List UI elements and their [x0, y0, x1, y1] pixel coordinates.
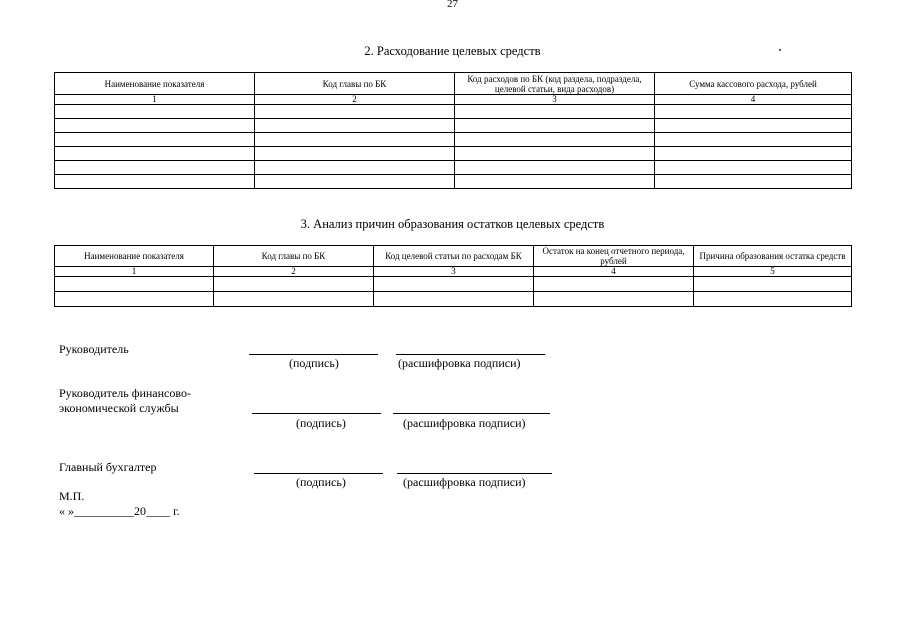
- column-header-expense-code: Код расходов по БК (код раздела, подраздела, целевой статьи, вида расходов): [455, 73, 655, 95]
- page-number: 27: [447, 0, 458, 10]
- balance-analysis-table: [54, 245, 852, 307]
- table-cell[interactable]: [55, 105, 255, 119]
- finance-head-decoding-line[interactable]: [393, 413, 550, 414]
- column-number: 4: [534, 267, 694, 277]
- table-cell[interactable]: [214, 292, 374, 307]
- decoding-caption: (расшифровка подписи): [403, 475, 526, 489]
- column-number: 3: [374, 267, 534, 277]
- table-cell[interactable]: [534, 277, 694, 292]
- table-row: [55, 133, 852, 147]
- head-signature-line[interactable]: [249, 354, 378, 355]
- table-cell[interactable]: [255, 147, 455, 161]
- section-2-title: 2. Расходование целевых средств: [364, 44, 541, 58]
- table-cell[interactable]: [455, 133, 655, 147]
- table-cell[interactable]: [255, 161, 455, 175]
- head-label: Руководитель: [59, 342, 129, 356]
- table-cell[interactable]: [655, 119, 852, 133]
- decoding-caption: (расшифровка подписи): [403, 416, 526, 430]
- table-cell[interactable]: [55, 292, 214, 307]
- table-cell[interactable]: [655, 147, 852, 161]
- column-header-period-end-balance: Остаток на конец отчетного периода, рублей: [534, 246, 694, 267]
- column-header-indicator-name: Наименование показателя: [55, 246, 214, 267]
- expenditure-table: [54, 72, 852, 189]
- column-number-row: [55, 267, 852, 277]
- table-cell[interactable]: [255, 105, 455, 119]
- column-header-balance-reason: Причина образования остатка средств: [694, 246, 852, 267]
- column-number: 3: [455, 95, 655, 105]
- table-cell[interactable]: [55, 175, 255, 189]
- table-cell[interactable]: [455, 175, 655, 189]
- date-line[interactable]: « »__________20____ г.: [59, 504, 180, 518]
- table-cell[interactable]: [255, 133, 455, 147]
- finance-head-signature-line[interactable]: [252, 413, 381, 414]
- table-cell[interactable]: [55, 119, 255, 133]
- table-cell[interactable]: [374, 277, 534, 292]
- table-cell[interactable]: [534, 292, 694, 307]
- column-header-target-article-code: Код целевой статьи по расходам БК: [374, 246, 534, 267]
- column-number: 4: [655, 95, 852, 105]
- scan-speck: [779, 49, 781, 51]
- table-cell[interactable]: [694, 292, 852, 307]
- table-cell[interactable]: [655, 175, 852, 189]
- table-header-row: [55, 73, 852, 95]
- table-header-row: [55, 246, 852, 267]
- table-row: [55, 292, 852, 307]
- column-number: 1: [55, 95, 255, 105]
- signature-caption: (подпись): [296, 416, 346, 430]
- column-header-chapter-code: Код главы по БК: [255, 73, 455, 95]
- table-cell[interactable]: [214, 277, 374, 292]
- column-number: 1: [55, 267, 214, 277]
- table-cell[interactable]: [694, 277, 852, 292]
- table-cell[interactable]: [655, 133, 852, 147]
- table-cell[interactable]: [55, 277, 214, 292]
- table-cell[interactable]: [255, 175, 455, 189]
- table-cell[interactable]: [455, 161, 655, 175]
- table-cell[interactable]: [655, 105, 852, 119]
- decoding-caption: (расшифровка подписи): [398, 356, 521, 370]
- column-header-chapter-code: Код главы по БК: [214, 246, 374, 267]
- table-row: [55, 105, 852, 119]
- table-row: [55, 175, 852, 189]
- table-cell[interactable]: [55, 147, 255, 161]
- column-number: 5: [694, 267, 852, 277]
- table-row: [55, 161, 852, 175]
- column-number: 2: [214, 267, 374, 277]
- head-decoding-line[interactable]: [396, 354, 545, 355]
- column-number-row: [55, 95, 852, 105]
- chief-accountant-signature-line[interactable]: [254, 473, 383, 474]
- signature-caption: (подпись): [289, 356, 339, 370]
- chief-accountant-decoding-line[interactable]: [397, 473, 552, 474]
- table-cell[interactable]: [255, 119, 455, 133]
- column-header-indicator-name: Наименование показателя: [55, 73, 255, 95]
- section-3-title: 3. Анализ причин образования остатков целевых средств: [300, 217, 605, 231]
- column-number: 2: [255, 95, 455, 105]
- table-cell[interactable]: [55, 161, 255, 175]
- finance-head-label-line1: Руководитель финансово-: [59, 386, 191, 400]
- table-cell[interactable]: [55, 133, 255, 147]
- signature-caption: (подпись): [296, 475, 346, 489]
- column-header-cash-expense-sum: Сумма кассового расхода, рублей: [655, 73, 852, 95]
- table-cell[interactable]: [455, 147, 655, 161]
- table-cell[interactable]: [455, 105, 655, 119]
- table-cell[interactable]: [655, 161, 852, 175]
- table-row: [55, 277, 852, 292]
- table-row: [55, 119, 852, 133]
- table-cell[interactable]: [455, 119, 655, 133]
- finance-head-label-line2: экономической службы: [59, 401, 179, 415]
- table-row: [55, 147, 852, 161]
- table-cell[interactable]: [374, 292, 534, 307]
- chief-accountant-label: Главный бухгалтер: [59, 460, 157, 474]
- stamp-place-label: М.П.: [59, 489, 85, 503]
